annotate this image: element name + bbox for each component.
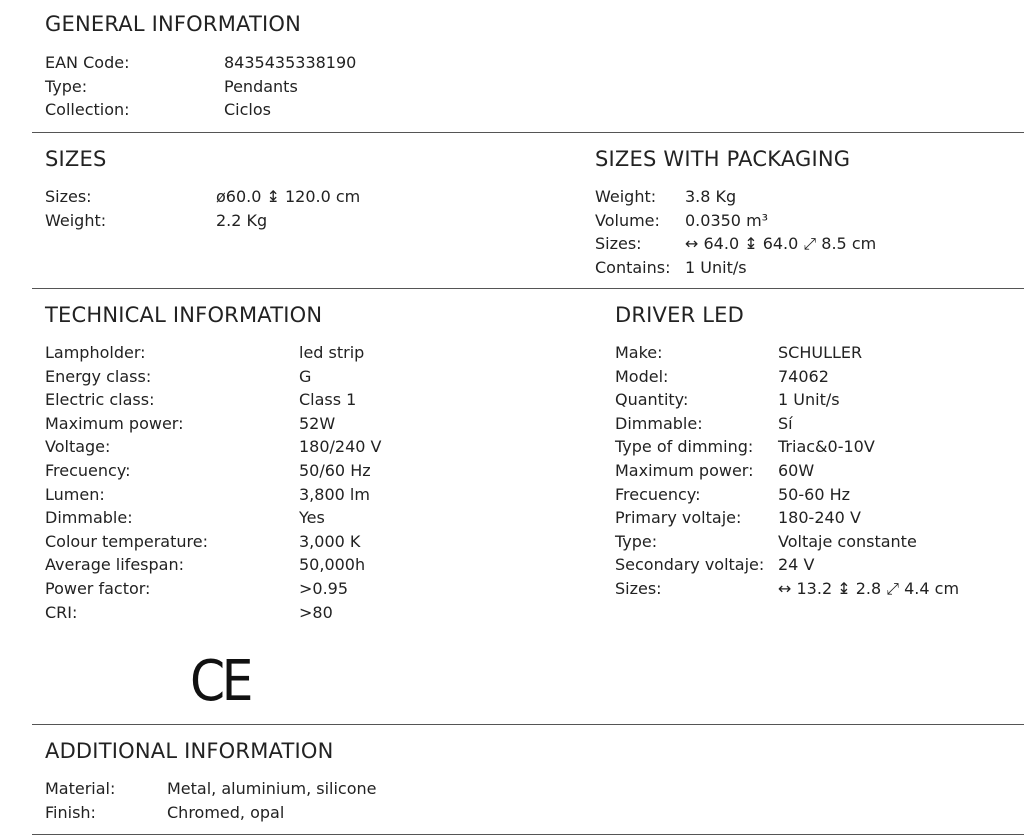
kv-row: [615, 553, 959, 577]
row-label: Sizes:: [595, 234, 642, 254]
row-label: Maximum power:: [45, 413, 184, 433]
kv-row: [45, 388, 382, 412]
sizes-list: [45, 185, 360, 232]
row-label: Colour temperature:: [45, 531, 208, 551]
driver-led-section: [615, 303, 959, 601]
row-value: Ciclos: [224, 100, 271, 120]
kv-row: [615, 459, 959, 483]
divider: [32, 288, 1024, 289]
row-value: 3,000 K: [299, 531, 361, 551]
kv-row: [45, 75, 356, 99]
row-value: Triac&0-10V: [778, 437, 875, 457]
ce-mark-icon: CE: [190, 649, 250, 714]
sizes-section: [45, 147, 360, 232]
kv-row: [45, 483, 382, 507]
row-value: Class 1: [299, 390, 357, 410]
kv-row: [615, 530, 959, 554]
row-label: Dimmable:: [615, 413, 703, 433]
kv-row: [45, 185, 360, 209]
row-value: Yes: [299, 508, 325, 528]
row-value: Chromed, opal: [167, 802, 285, 822]
row-value: 74062: [778, 366, 829, 386]
row-label: Weight:: [595, 187, 657, 206]
kv-row: [45, 209, 360, 233]
row-value: 50,000h: [299, 555, 366, 575]
kv-row: [45, 553, 382, 577]
row-label: Finish:: [45, 802, 96, 822]
row-label: Average lifespan:: [45, 555, 184, 575]
kv-row: [45, 365, 382, 389]
row-value: ↔ 13.2 ↨ 2.8 ⤢ 4.4 cm: [778, 578, 960, 598]
row-value: led strip: [299, 343, 365, 362]
kv-row: [615, 483, 959, 507]
row-label: Contains:: [595, 257, 671, 277]
row-value: 8435435338190: [224, 53, 357, 72]
row-value: 3,800 lm: [299, 484, 370, 504]
row-label: Lumen:: [45, 484, 105, 504]
row-label: Type:: [45, 76, 88, 96]
kv-row: [45, 777, 377, 801]
row-value: 52W: [299, 413, 336, 433]
kv-row: [45, 98, 356, 122]
row-value: G: [299, 366, 312, 386]
row-value: 0.0350 m³: [685, 210, 769, 230]
row-label: Electric class:: [45, 390, 155, 410]
kv-row: [595, 209, 876, 233]
kv-row: [615, 577, 959, 601]
kv-row: [615, 506, 959, 530]
row-label: Primary voltaje:: [615, 508, 742, 528]
kv-row: [45, 530, 382, 554]
row-label: Voltage:: [45, 437, 111, 457]
kv-row: [45, 341, 382, 365]
kv-row: [45, 435, 382, 459]
row-label: Energy class:: [45, 366, 152, 386]
row-label: Volume:: [595, 210, 660, 230]
general-information-list: [45, 51, 356, 122]
row-value: Pendants: [224, 76, 298, 96]
kv-row: [615, 388, 959, 412]
general-information-section: [45, 12, 356, 122]
row-label: Sizes:: [615, 578, 662, 598]
row-label: Frecuency:: [45, 460, 131, 480]
kv-row: [45, 506, 382, 530]
driver-led-title: DRIVER LED: [615, 303, 744, 327]
kv-row: [45, 459, 382, 483]
sizes-with-packaging-list: [595, 185, 876, 279]
sizes-title: SIZES: [45, 147, 107, 171]
row-label: Quantity:: [615, 390, 689, 410]
technical-information-section: [45, 303, 382, 624]
row-label: Maximum power:: [615, 460, 754, 480]
row-label: Sizes:: [45, 187, 92, 206]
sizes-with-packaging-section: [595, 147, 876, 279]
row-value: >80: [299, 602, 333, 622]
row-value: SCHULLER: [778, 343, 863, 362]
divider: [32, 132, 1024, 133]
row-label: Model:: [615, 366, 669, 386]
row-value: 60W: [778, 460, 815, 480]
kv-row: [615, 365, 959, 389]
row-label: Dimmable:: [45, 508, 133, 528]
additional-information-section: [45, 739, 377, 824]
kv-row: [615, 341, 959, 365]
kv-row: [45, 412, 382, 436]
row-value: 24 V: [778, 555, 815, 575]
kv-row: [45, 51, 356, 75]
row-label: EAN Code:: [45, 53, 130, 72]
kv-row: [595, 256, 876, 280]
row-label: Make:: [615, 343, 663, 362]
row-label: Power factor:: [45, 578, 151, 598]
additional-information-title: ADDITIONAL INFORMATION: [45, 739, 334, 763]
row-label: Lampholder:: [45, 343, 146, 362]
row-value: ø60.0 ↨ 120.0 cm: [216, 187, 361, 206]
divider: [32, 724, 1024, 725]
general-information-title: GENERAL INFORMATION: [45, 12, 302, 36]
row-value: ↔ 64.0 ↨ 64.0 ⤢ 8.5 cm: [685, 234, 877, 254]
technical-information-title: TECHNICAL INFORMATION: [45, 303, 323, 327]
row-value: Voltaje constante: [778, 531, 917, 551]
kv-row: [45, 577, 382, 601]
row-value: 2.2 Kg: [216, 210, 268, 230]
row-value: 3.8 Kg: [685, 187, 737, 206]
row-value: Sí: [778, 413, 793, 433]
row-label: Type:: [615, 531, 658, 551]
row-label: Collection:: [45, 100, 130, 120]
kv-row: [615, 435, 959, 459]
row-value: 180/240 V: [299, 437, 382, 457]
row-label: Material:: [45, 779, 116, 798]
row-label: Type of dimming:: [615, 437, 754, 457]
additional-information-list: [45, 777, 377, 824]
kv-row: [45, 601, 382, 625]
row-label: CRI:: [45, 602, 78, 622]
kv-row: [615, 412, 959, 436]
row-label: Secondary voltaje:: [615, 555, 765, 575]
row-value: Metal, aluminium, silicone: [167, 779, 377, 798]
row-value: 1 Unit/s: [685, 257, 747, 277]
driver-led-list: [615, 341, 959, 601]
row-label: Frecuency:: [615, 484, 701, 504]
row-value: 50/60 Hz: [299, 460, 371, 480]
kv-row: [45, 801, 377, 825]
row-label: Weight:: [45, 210, 107, 230]
technical-information-list: [45, 341, 382, 624]
row-value: >0.95: [299, 578, 349, 598]
sizes-with-packaging-title: SIZES WITH PACKAGING: [595, 147, 851, 171]
kv-row: [595, 232, 876, 256]
row-value: 1 Unit/s: [778, 390, 840, 410]
kv-row: [595, 185, 876, 209]
row-value: 180-240 V: [778, 508, 861, 528]
row-value: 50-60 Hz: [778, 484, 851, 504]
